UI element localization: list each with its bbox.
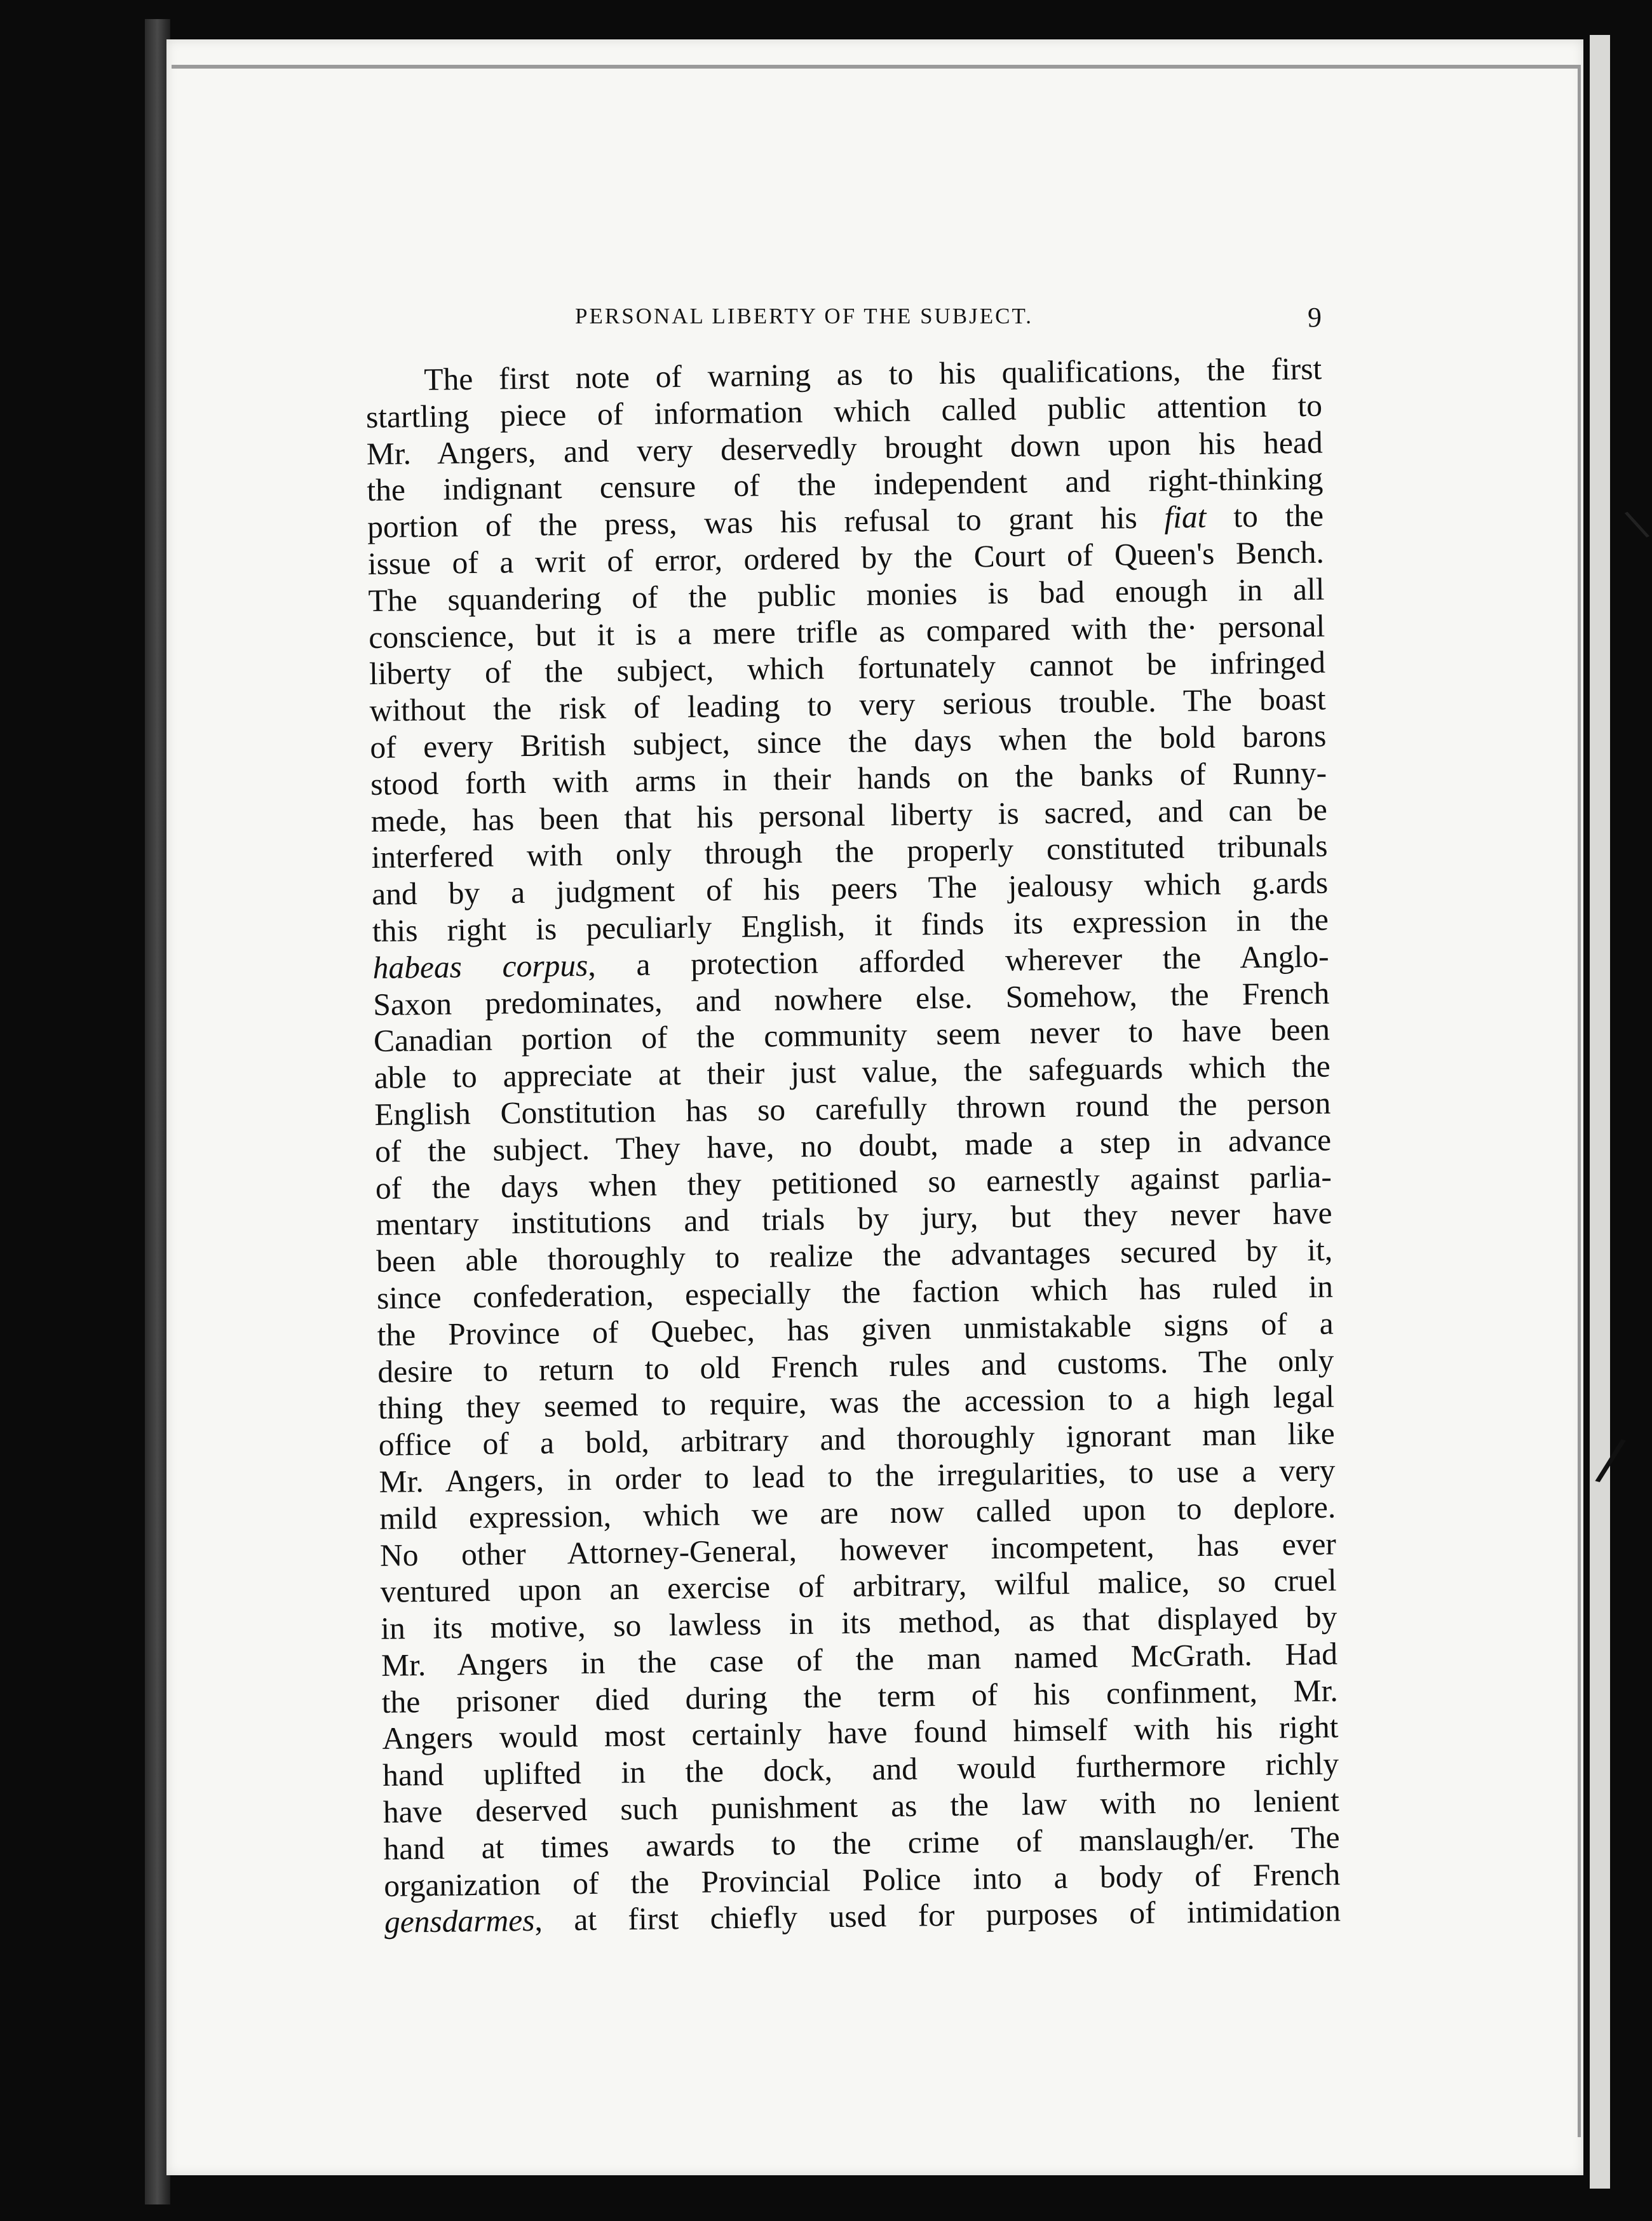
- text-line: desire to return to old French rules and customs. The only: [377, 1342, 1334, 1389]
- text-line: No other Attorney-General, however incompetent, has ever: [379, 1525, 1337, 1573]
- text-line: Mr. Angers in the case of the man named McGrath. Had: [381, 1636, 1338, 1683]
- text-line: mild expression, which we are now called upon to deplore.: [379, 1489, 1336, 1536]
- text-line: Mr. Angers, and very deservedly brought down upon his head: [366, 424, 1323, 471]
- text-line: liberty of the subject, which fortunately cannot be infringed: [369, 644, 1326, 692]
- text-line: English Constitution has so carefully thrown round the person: [374, 1085, 1331, 1132]
- body-paragraph: [365, 351, 1341, 1941]
- text-line: in its motive, so lawless in its method, as that displayed by: [381, 1599, 1337, 1646]
- text-line: The first note of warning as to his qualifications, the first: [424, 351, 1322, 397]
- text-line: Mr. Angers, in order to lead to the irregularities, to use a very: [379, 1452, 1336, 1499]
- text-line: hand at times awards to the crime of manslaugh/er. The: [383, 1819, 1340, 1867]
- text-line: interfered with only through the properly constituted tribunals: [371, 828, 1328, 875]
- text-line: ventured upon an exercise of arbitrary, wilful malice, so cruel: [380, 1562, 1337, 1610]
- text-run: , at first chiefly used for purposes of intimidation: [534, 1893, 1341, 1938]
- text-line: of the subject. They have, no doubt, made a step in advance: [374, 1122, 1332, 1169]
- text-line: this right is peculiarly English, it finds its expression in the: [372, 901, 1329, 948]
- text-line: Canadian portion of the community seem never to have been: [373, 1011, 1330, 1059]
- italic-term: habeas corpus: [372, 947, 588, 985]
- text-line: of every British subject, since the days when the bold barons: [370, 718, 1327, 765]
- italic-term: gensdarmes: [384, 1903, 535, 1940]
- text-line: and by a judgment of his peers The jealousy which g.ards: [371, 865, 1329, 912]
- text-line: stood forth with arms in their hands on the banks of Runny-: [370, 755, 1327, 802]
- text-line: have deserved such punishment as the law with no lenient: [383, 1783, 1340, 1830]
- text-line: startling piece of information which called public attention to: [365, 388, 1323, 435]
- text-line: Saxon predominates, and nowhere else. Somehow, the French: [373, 975, 1330, 1022]
- text-line: mede, has been that his personal liberty is sacred, and can be: [370, 792, 1328, 839]
- text-line: since confederation, especially the faction which has ruled in: [376, 1269, 1334, 1316]
- text-line: the indignant censure of the independent and right-thinking: [367, 461, 1324, 508]
- text-line: the prisoner died during the term of his confinment, Mr.: [381, 1673, 1338, 1720]
- running-head: PERSONAL LIBERTY OF THE SUBJECT.: [575, 304, 1034, 328]
- text-line: conscience, but it is a mere trifle as compared with the· personal: [368, 608, 1325, 655]
- text-line: able to appreciate at their just value, the safeguards which the: [374, 1048, 1330, 1096]
- text-line: The squandering of the public monies is bad enough in all: [368, 571, 1325, 618]
- text-line: without the risk of leading to very serious trouble. The boast: [369, 681, 1326, 729]
- text-run: , a protection afforded wherever the Anglo-: [588, 938, 1329, 983]
- text-line: the Province of Quebec, has given unmistakable signs of a: [377, 1306, 1334, 1353]
- text-line: organization of the Provincial Police into a body of French: [383, 1856, 1341, 1903]
- text-line: thing they seemed to require, was the accession to a high legal: [377, 1379, 1335, 1426]
- text-line: issue of a writ of error, ordered by the Court of Queen's Bench.: [367, 534, 1325, 581]
- text-run: to the: [1206, 497, 1324, 535]
- text-line: been able thoroughly to realize the advantages secured by it,: [376, 1232, 1333, 1279]
- text-line: of the days when they petitioned so earnestly against parlia-: [375, 1159, 1332, 1206]
- scan-speck-mark: /: [1592, 1424, 1629, 1495]
- text-line: mentary institutions and trials by jury, but they never have: [376, 1195, 1332, 1243]
- page-right-edge: [1590, 35, 1610, 2189]
- text-line: Angers would most certainly have found himself with his right: [382, 1709, 1339, 1757]
- page-number: 9: [1308, 302, 1322, 333]
- scan-speck-mark: \: [1622, 501, 1652, 547]
- text-run: portion of the press, was his refusal to grant his: [367, 499, 1165, 545]
- italic-term: fiat: [1164, 499, 1207, 535]
- text-line: hand uplifted in the dock, and would furthermore richly: [382, 1746, 1339, 1793]
- text-line: office of a bold, arbitrary and thoroughly ignorant man like: [378, 1415, 1336, 1462]
